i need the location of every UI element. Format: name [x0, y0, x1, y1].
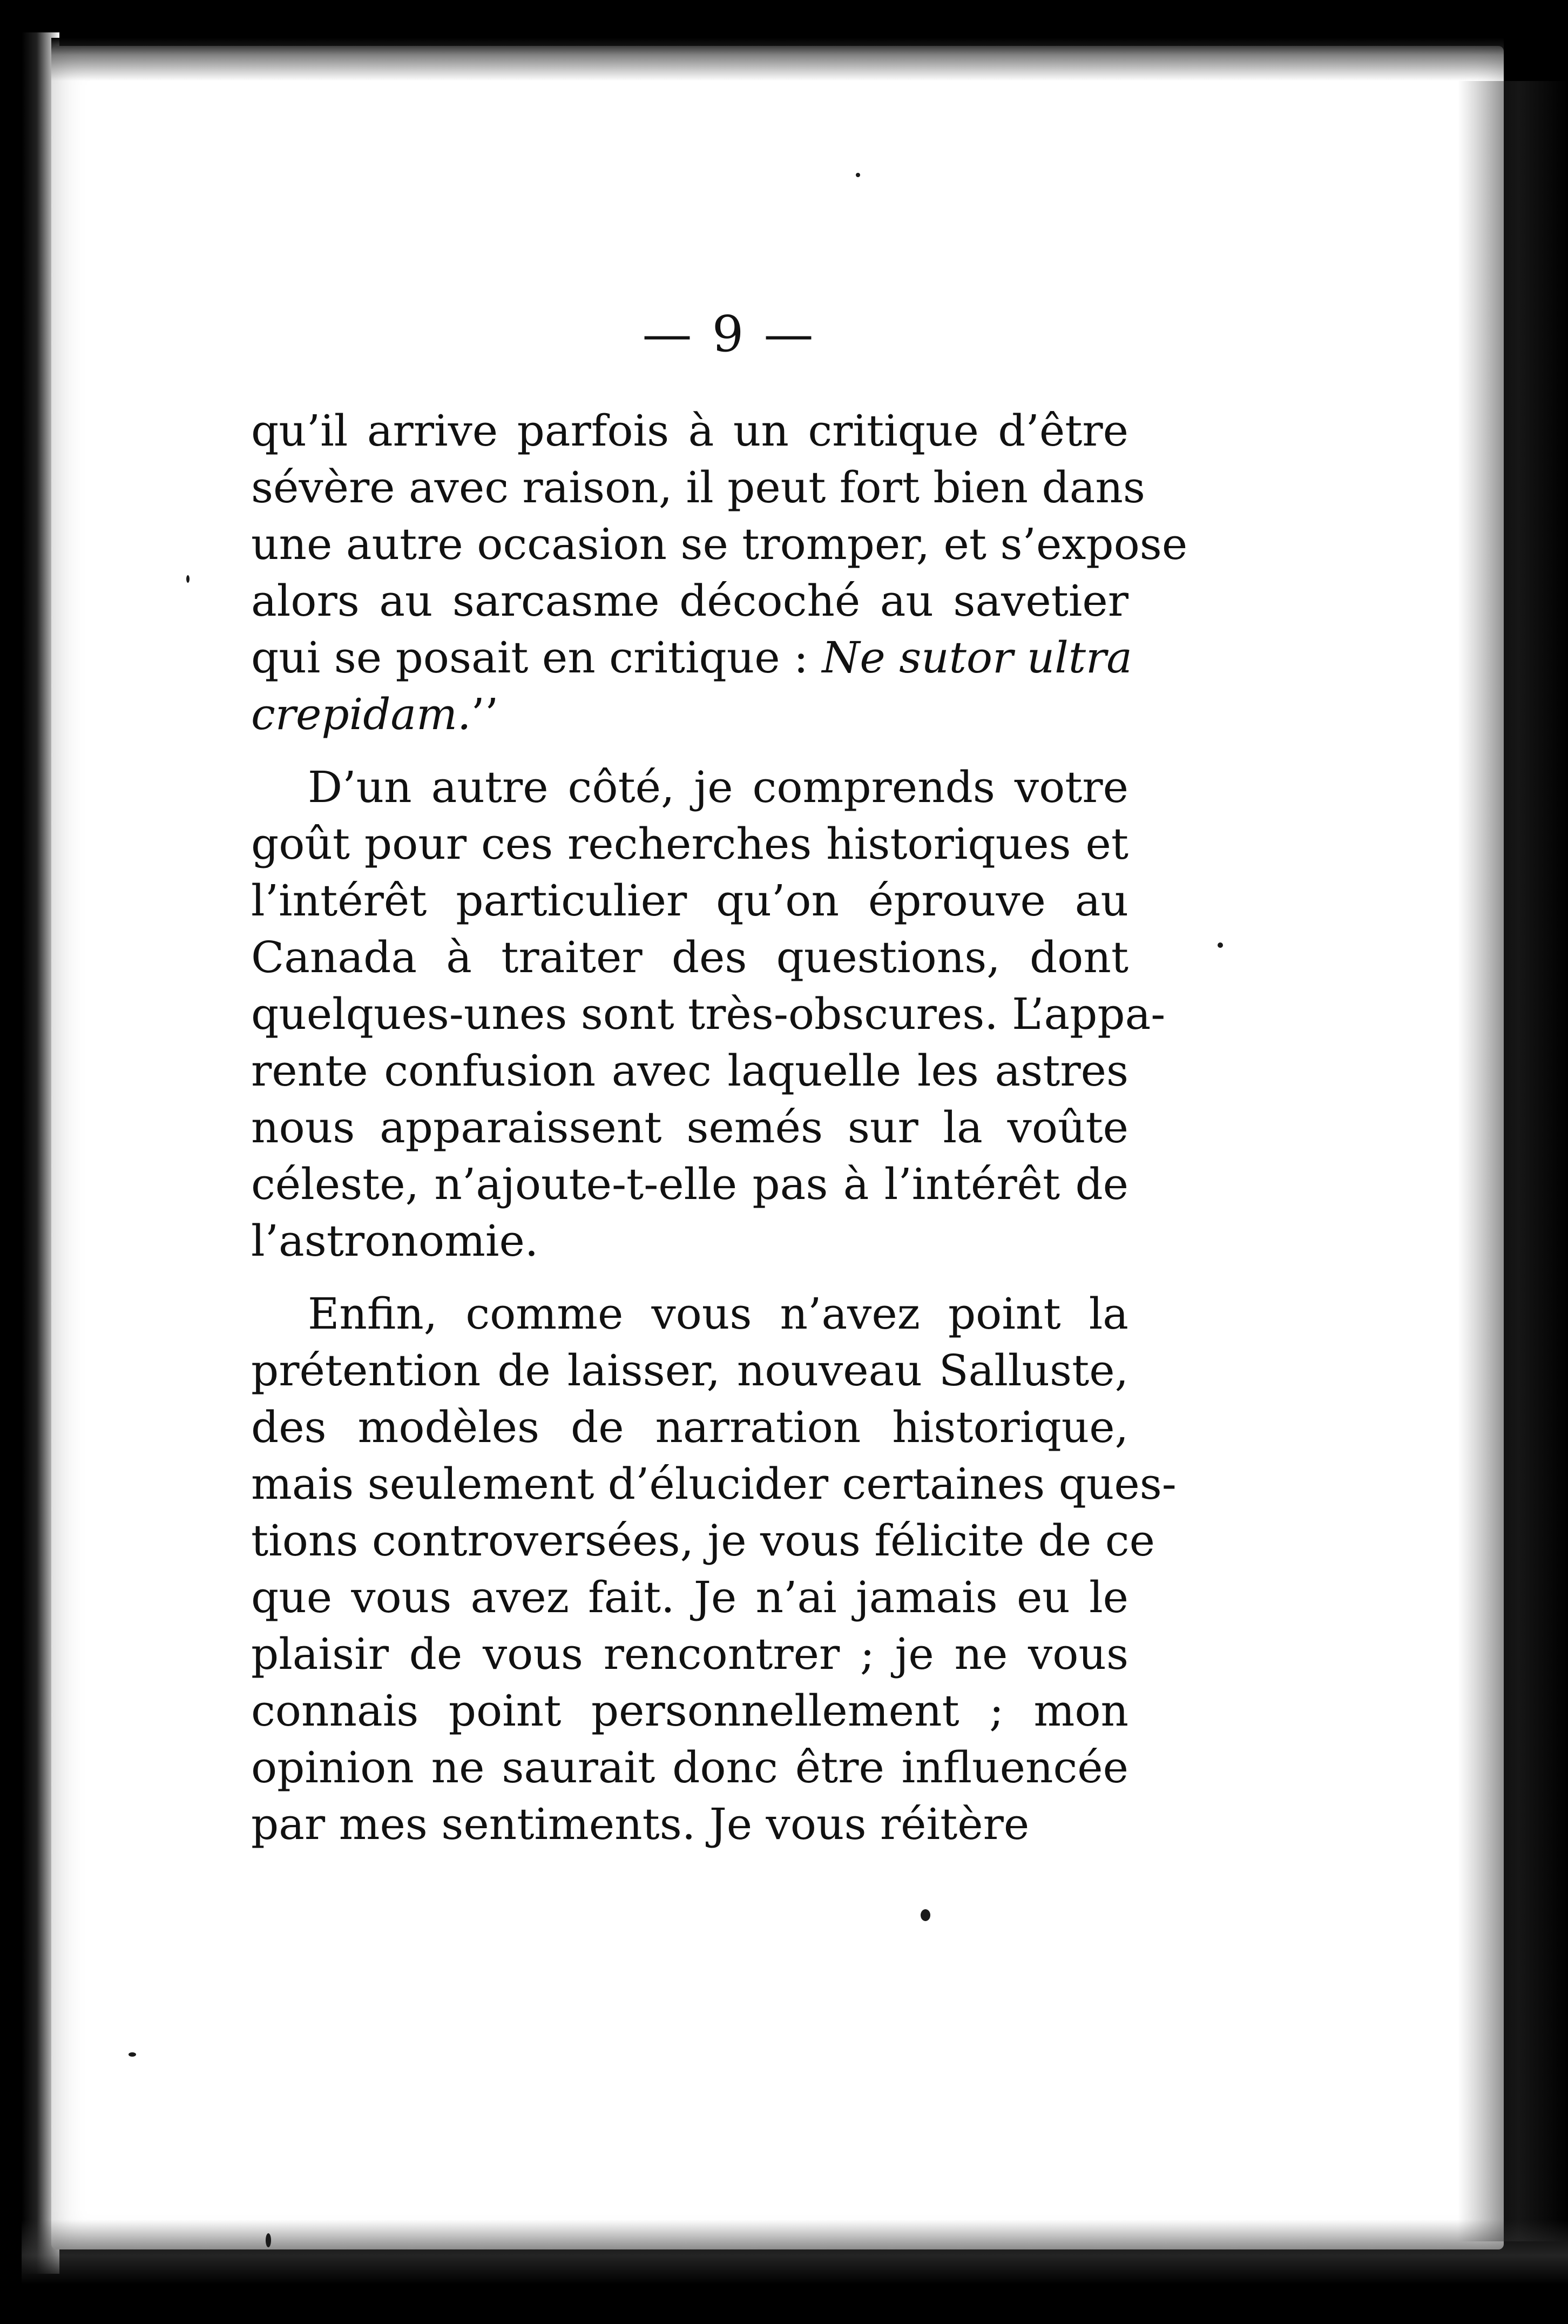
text-line: [251, 1342, 1128, 1399]
text-line: [251, 1099, 1128, 1156]
ink-speck: [856, 173, 860, 177]
text-line: [251, 816, 1128, 872]
text-line-content: par mes sentiments. Je vous réitère: [251, 1799, 1030, 1849]
text-line-content: une autre occasion se tromper, et s’expose: [251, 519, 1188, 569]
text-line: [251, 1512, 1155, 1569]
text-line-content: alors au sarcasme décoché au savetier: [251, 576, 1128, 626]
text-line-content: mais seulement d’élucider certaines ques-: [251, 1459, 1177, 1509]
text-line: [251, 872, 1128, 929]
page-bottom-edge-shadow: [22, 2220, 1568, 2285]
text-line: [251, 1212, 1128, 1269]
text-line-content: qu’il arrive parfois à un critique d’être: [251, 406, 1128, 456]
text-line: [251, 1682, 1128, 1739]
text-line: [251, 572, 1128, 629]
text-line-content: prétention de laisser, nouveau Salluste,: [251, 1345, 1128, 1396]
italic-quote: crepidam.: [251, 689, 471, 739]
text-line: [251, 1796, 1128, 1853]
text-line: [251, 402, 1128, 459]
ink-speck: [129, 2052, 136, 2057]
text-line-content: qui se posait en critique :: [251, 632, 822, 683]
text-line: [251, 686, 1128, 743]
text-line: [251, 1739, 1128, 1796]
text-line: [251, 1456, 1177, 1512]
text-line: [251, 459, 1145, 516]
text-line-content: rente confusion avec laquelle les astres: [251, 1046, 1128, 1096]
text-line-content: Canada à traiter des questions, dont: [251, 932, 1128, 982]
text-line-content: des modèles de narration historique,: [251, 1402, 1128, 1452]
paragraph-gap: [251, 1269, 1128, 1285]
page-right-edge-shadow: [1458, 81, 1568, 2241]
text-line: [251, 1042, 1128, 1099]
text-line: [251, 1399, 1128, 1456]
text-line-content: l’astronomie.: [251, 1216, 539, 1266]
text-line: [251, 1156, 1128, 1212]
text-line-content: connais point personnellement ; mon: [251, 1686, 1128, 1736]
closing-quote-mark: ’’: [471, 689, 499, 739]
text-line-content: l’intérêt particulier qu’on éprouve au: [251, 875, 1128, 926]
italic-quote: Ne sutor ultra: [822, 632, 1132, 683]
text-line: [251, 629, 1132, 686]
paragraph-gap: [251, 743, 1128, 759]
text-line-content: opinion ne saurait donc être influencée: [251, 1742, 1128, 1793]
body-text: [251, 402, 1188, 1853]
text-line: [251, 929, 1128, 986]
text-line: [251, 516, 1188, 572]
ink-speck: [186, 575, 190, 583]
text-line: [251, 986, 1166, 1042]
text-line-content: Enfin, comme vous n’avez point la: [308, 1289, 1128, 1339]
text-line: [251, 759, 1128, 816]
text-line-content: quelques-unes sont très-obscures. L’appa-: [251, 989, 1166, 1039]
page-top-edge-shadow: [51, 38, 1504, 81]
text-line-content: plaisir de vous rencontrer ; je ne vous: [251, 1629, 1128, 1679]
text-line-content: nous apparaissent semés sur la voûte: [251, 1102, 1128, 1153]
text-line: [251, 1285, 1128, 1342]
text-line-content: tions controversées, je vous félicite de ce: [251, 1515, 1155, 1566]
text-line-content: goût pour ces recherches historiques et: [251, 819, 1128, 869]
text-line-content: sévère avec raison, il peut fort bien dans: [251, 462, 1145, 513]
text-line: [251, 1626, 1128, 1682]
text-line-content: que vous avez fait. Je n’ai jamais eu le: [251, 1572, 1128, 1622]
ink-speck: [266, 2233, 271, 2247]
text-line-content: D’un autre côté, je comprends votre: [308, 762, 1128, 812]
text-line-content: céleste, n’ajoute-t-elle pas à l’intérêt de: [251, 1159, 1128, 1209]
page-number: — 9 —: [642, 305, 816, 363]
ink-speck: [921, 1909, 930, 1921]
ink-speck: [1218, 942, 1223, 948]
text-line: [251, 1569, 1128, 1626]
